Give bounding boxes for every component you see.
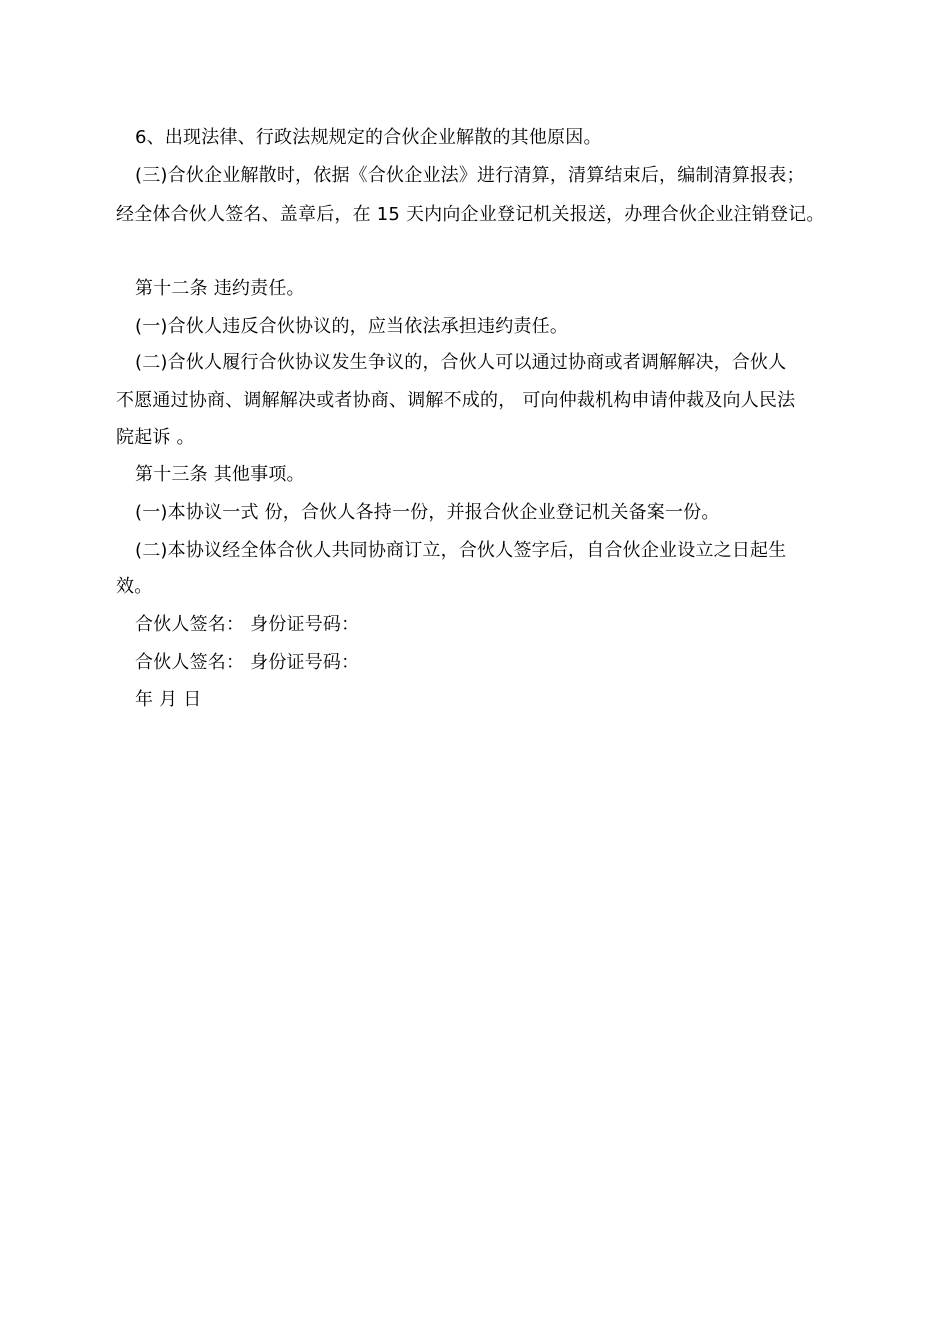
date-line: 年 月 日 — [135, 689, 202, 710]
article-12-item-2: (二)合伙人履行合伙协议发生争议的，合伙人可以通过协商或者调解解决，合伙人 — [135, 352, 787, 373]
article-12-item-2-continued: 不愿通过协商、调解解决或者协商、调解不成的， 可向仲裁机构申请仲裁及向人民法 — [116, 390, 796, 411]
article-13-item-2-end: 效。 — [116, 576, 153, 597]
article-13-item-1: (一)本协议一式 份，合伙人各持一份，并报合伙企业登记机关备案一份。 — [135, 502, 720, 523]
article-12-heading: 第十二条 违约责任。 — [135, 278, 305, 299]
article-12-item-1: (一)合伙人违反合伙协议的，应当依法承担违约责任。 — [135, 316, 569, 337]
article-13-heading: 第十三条 其他事项。 — [135, 464, 305, 485]
clause-paragraph-3-continued: 经全体合伙人签名、盖章后，在 15 天内向企业登记机关报送，办理合伙企业注销登记。 — [116, 204, 825, 225]
clause-item-6: 6、出现法律、行政法规规定的合伙企业解散的其他原因。 — [135, 127, 602, 148]
clause-paragraph-3: (三)合伙企业解散时，依据《合伙企业法》进行清算，清算结束后，编制清算报表； — [135, 165, 805, 186]
signature-line-2: 合伙人签名： 身份证号码： — [135, 652, 360, 673]
article-12-item-2-end: 院起诉 。 — [116, 427, 195, 448]
signature-line-1: 合伙人签名： 身份证号码： — [135, 614, 360, 635]
article-13-item-2: (二)本协议经全体合伙人共同协商订立，合伙人签字后，自合伙企业设立之日起生 — [135, 540, 787, 561]
